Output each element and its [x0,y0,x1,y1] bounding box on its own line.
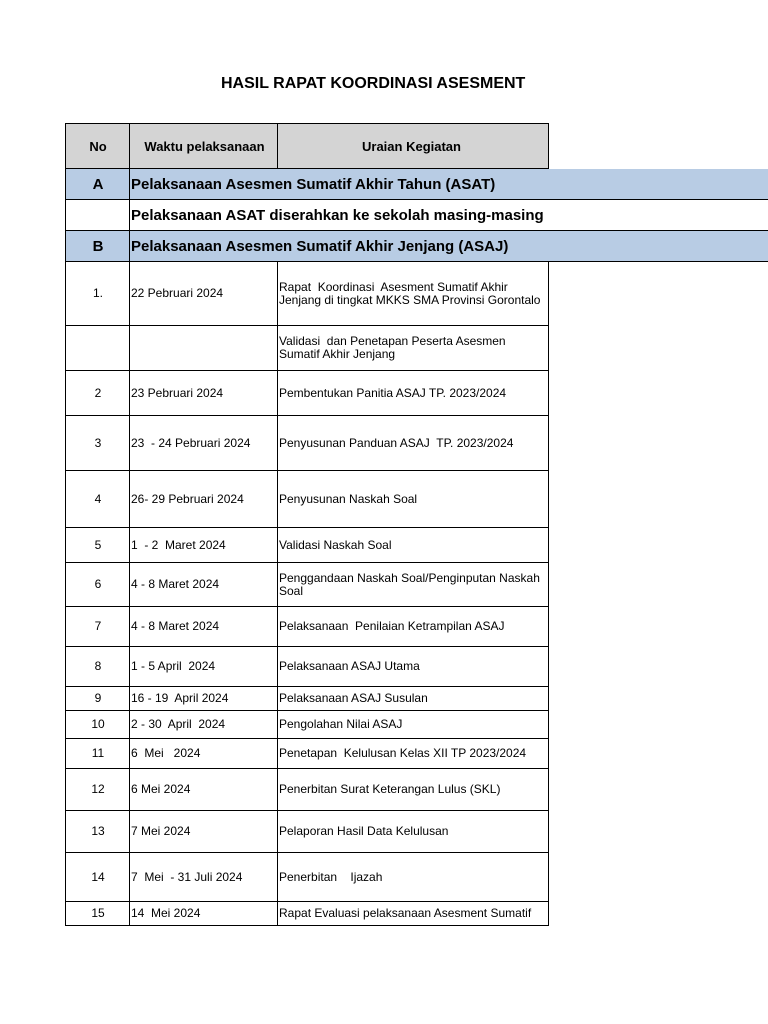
row-number: 8 [65,647,130,687]
row-description: Rapat Evaluasi pelaksanaan Asesment Sumatif [277,902,549,926]
row-time: 4 - 8 Maret 2024 [129,607,278,647]
row-number: 6 [65,563,130,607]
row-number [65,326,130,371]
table-row [65,416,768,471]
row-time: 1 - 2 Maret 2024 [129,528,278,563]
row-description: Validasi dan Penetapan Peserta Asesmen Sumatif Akhir Jenjang [277,326,549,371]
row-description: Rapat Koordinasi Asesment Sumatif Akhir Jenjang di tingkat MKKS SMA Provinsi Gorontalo [277,262,549,326]
row-time: 7 Mei 2024 [129,811,278,853]
schedule-table [65,123,768,926]
section-b-number: B [65,231,130,262]
row-time: 16 - 19 April 2024 [129,687,278,711]
row-number: 12 [65,769,130,811]
row-number: 5 [65,528,130,563]
section-b-label: Pelaksanaan Asesmen Sumatif Akhir Jenjang (ASAJ) [129,231,768,262]
row-description: Penyusunan Panduan ASAJ TP. 2023/2024 [277,416,549,471]
table-row [65,853,768,902]
table-row [65,739,768,769]
row-time: 26- 29 Pebruari 2024 [129,471,278,528]
row-number: 9 [65,687,130,711]
row-number: 13 [65,811,130,853]
row-time: 22 Pebruari 2024 [129,262,278,326]
row-number: 1. [65,262,130,326]
table-row [65,371,768,416]
table-row [65,607,768,647]
row-time: 23 - 24 Pebruari 2024 [129,416,278,471]
row-number: 10 [65,711,130,739]
row-description: Penetapan Kelulusan Kelas XII TP 2023/2024 [277,739,549,769]
row-description: Pengolahan Nilai ASAJ [277,711,549,739]
table-row [65,262,768,326]
row-number: 15 [65,902,130,926]
row-description: Pembentukan Panitia ASAJ TP. 2023/2024 [277,371,549,416]
table-row [65,687,768,711]
row-time: 6 Mei 2024 [129,739,278,769]
table-row [65,326,768,371]
section-a-note-row [65,200,768,231]
table-row [65,647,768,687]
row-time: 23 Pebruari 2024 [129,371,278,416]
row-number: 3 [65,416,130,471]
document-title: HASIL RAPAT KOORDINASI ASESMENT [221,75,526,92]
row-number: 14 [65,853,130,902]
row-description: Pelaporan Hasil Data Kelulusan [277,811,549,853]
row-description: Pelaksanaan ASAJ Susulan [277,687,549,711]
row-time: 14 Mei 2024 [129,902,278,926]
row-time [129,326,278,371]
section-a-note: Pelaksanaan ASAT diserahkan ke sekolah masing-masing [129,200,768,231]
table-row [65,902,768,926]
row-number: 11 [65,739,130,769]
row-time: 4 - 8 Maret 2024 [129,563,278,607]
section-b-row [65,231,768,262]
table-row [65,711,768,739]
row-description: Pelaksanaan Penilaian Ketrampilan ASAJ [277,607,549,647]
row-description: Pelaksanaan ASAJ Utama [277,647,549,687]
row-description: Penggandaan Naskah Soal/Penginputan Naskah Soal [277,563,549,607]
row-time: 2 - 30 April 2024 [129,711,278,739]
row-number: 7 [65,607,130,647]
column-header-time: Waktu pelaksanaan [129,123,278,169]
column-header-description: Uraian Kegiatan [277,123,549,169]
table-header-row [65,123,768,169]
row-number: 2 [65,371,130,416]
row-description: Penyusunan Naskah Soal [277,471,549,528]
row-time: 1 - 5 April 2024 [129,647,278,687]
section-a-label: Pelaksanaan Asesmen Sumatif Akhir Tahun (ASAT) [129,169,768,200]
row-description: Penerbitan Ijazah [277,853,549,902]
row-time: 6 Mei 2024 [129,769,278,811]
section-a-number: A [65,169,130,200]
table-row [65,563,768,607]
column-header-no: No [65,123,130,169]
table-row [65,769,768,811]
table-row [65,471,768,528]
section-a-note-number [65,200,130,231]
row-number: 4 [65,471,130,528]
table-row [65,811,768,853]
table-row [65,528,768,563]
row-description: Penerbitan Surat Keterangan Lulus (SKL) [277,769,549,811]
row-time: 7 Mei - 31 Juli 2024 [129,853,278,902]
row-description: Validasi Naskah Soal [277,528,549,563]
section-a-row [65,169,768,200]
